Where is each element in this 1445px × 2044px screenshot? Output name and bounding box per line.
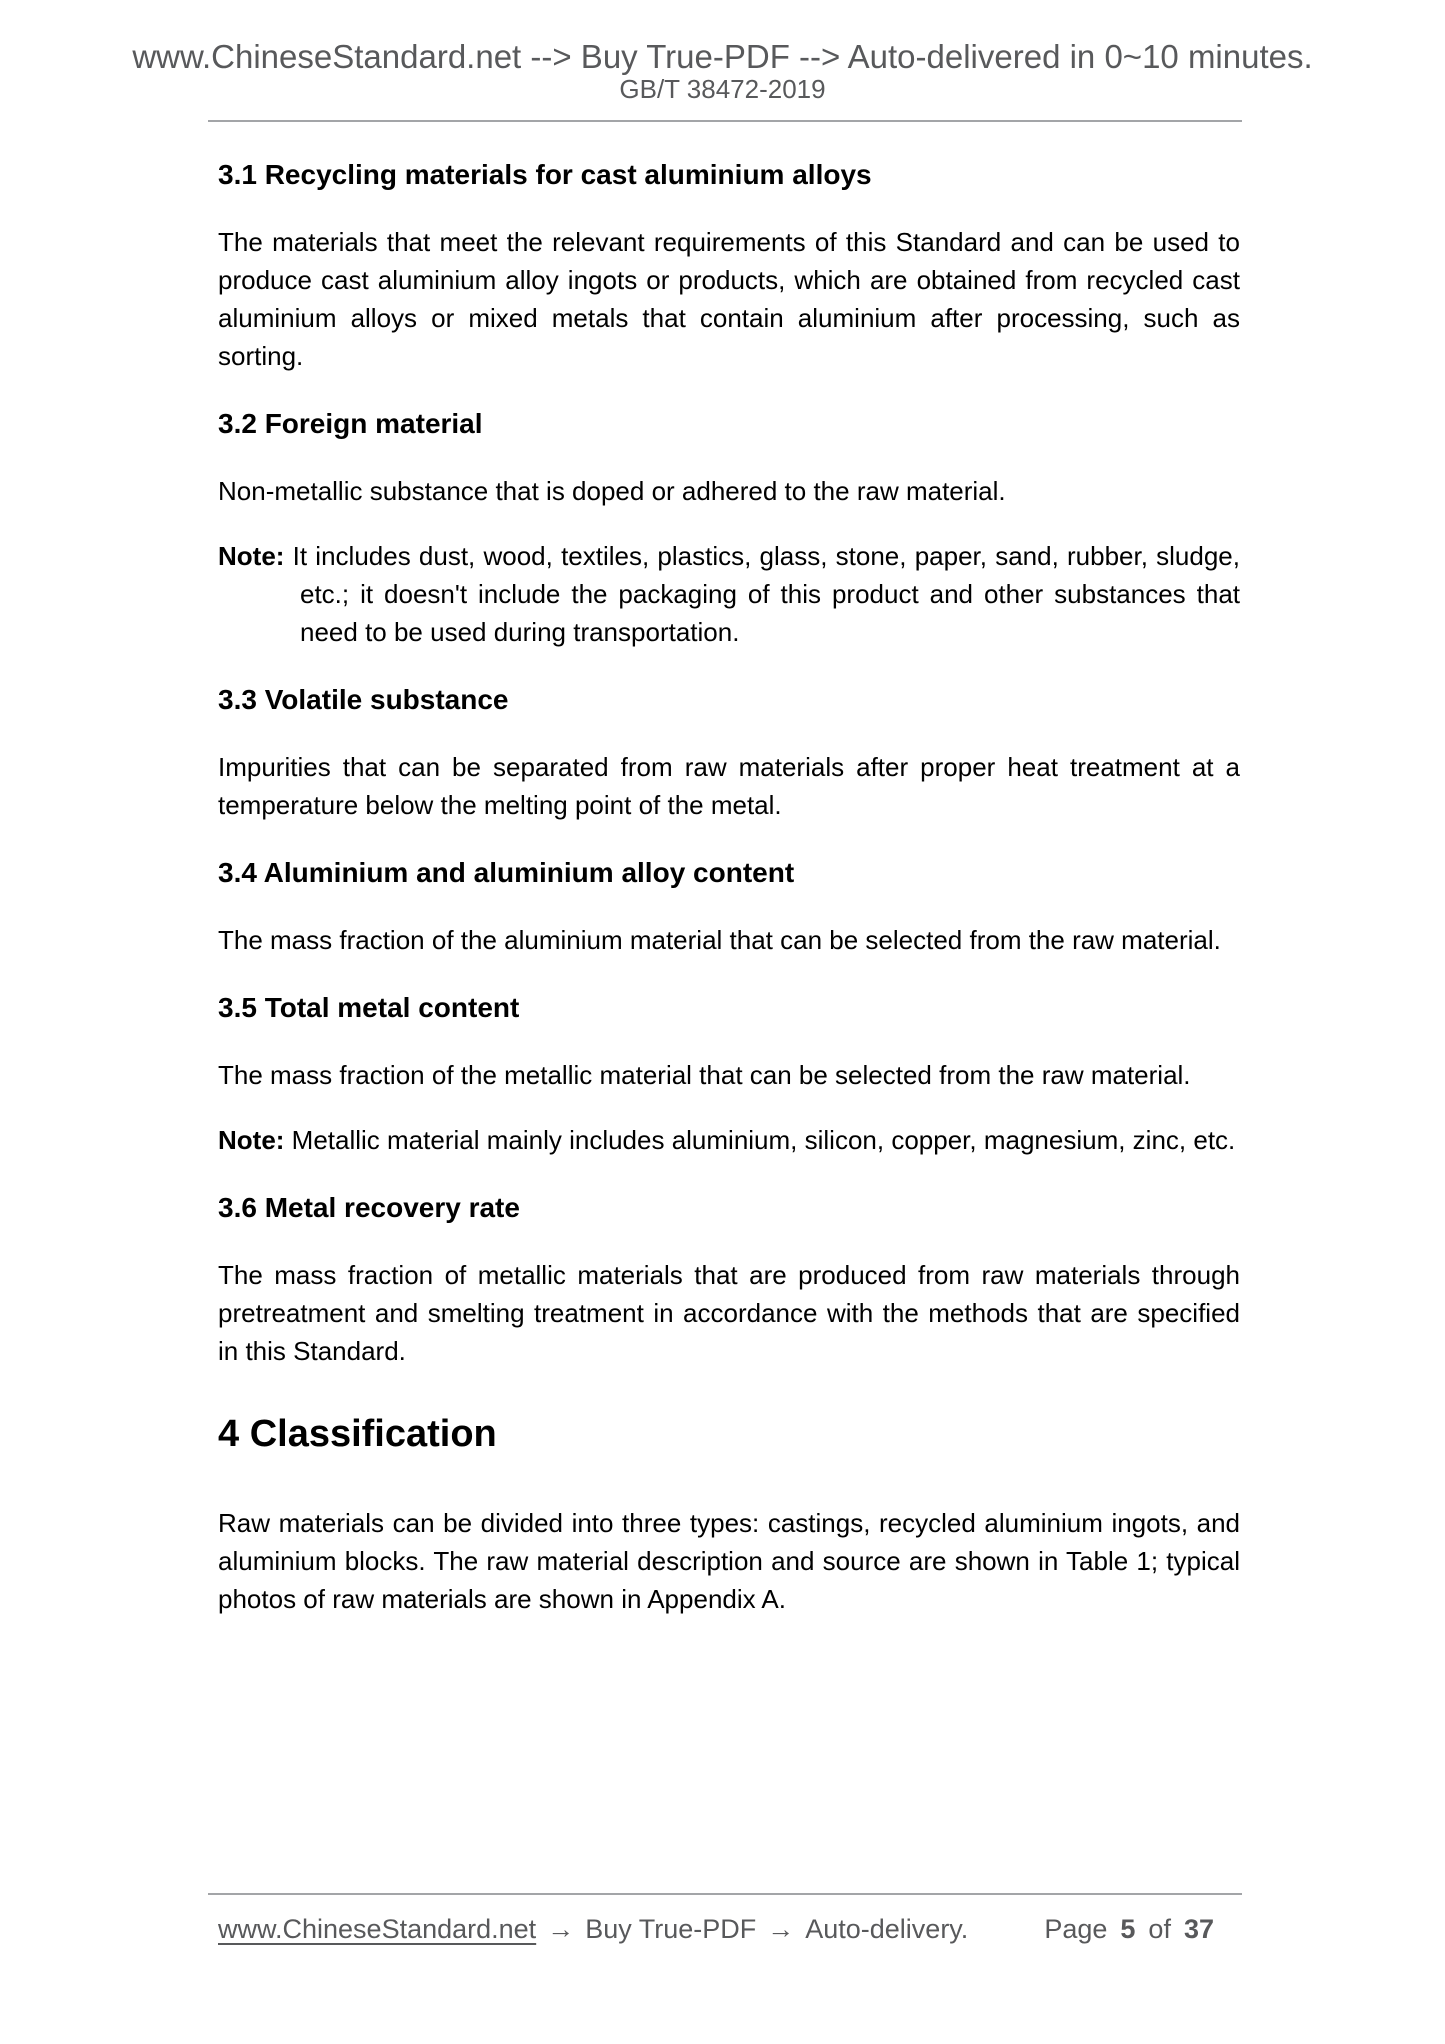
section-3-3-paragraph: Impurities that can be separated from raw materials after proper heat treatment at a temperature below the melting point of the metal. [218,752,1240,820]
of-label: of [1148,1914,1171,1944]
section-3-3-heading: 3.3 Volatile substance [218,684,509,715]
page-indicator [1044,1911,1238,1947]
footer-site-link[interactable]: www.ChineseStandard.net [218,1914,537,1944]
section-3-5-paragraph: The mass fraction of the metallic material that can be selected from the raw material. [218,1060,1191,1090]
section-3-2-paragraph: Non-metallic substance that is doped or adhered to the raw material. [218,476,1006,506]
page-number-total: 37 [1183,1914,1214,1944]
section-3-5-heading: 3.5 Total metal content [218,992,520,1023]
footer-step-delivery: Auto-delivery. [805,1914,969,1944]
footer-divider [208,1893,1242,1895]
note-label: Note: [218,541,285,571]
note-text: Metallic material mainly includes aluminium, silicon, copper, magnesium, zinc, etc. [291,1125,1236,1155]
section-3-4-paragraph: The mass fraction of the aluminium material that can be selected from the raw material. [218,925,1221,955]
section-4-paragraph: Raw materials can be divided into three types: castings, recycled aluminium ingots, and aluminium blocks. The raw material description and source are shown in Table 1; typical photos of raw materials are shown in Appendix A. [218,1508,1240,1614]
header-banner: www.ChineseStandard.net --> Buy True-PDF --> Auto-delivered in 0~10 minutes. [132,38,1313,75]
section-3-2-note [218,537,1240,651]
section-3-1-heading: 3.1 Recycling materials for cast aluminium alloys [218,159,872,190]
note-text: It includes dust, wood, textiles, plastics, glass, stone, paper, sand, rubber, sludge, etc.; it doesn't include the packaging of this product and other substances that need to be used during transportation. [292,541,1240,647]
section-3-5-note [218,1121,1240,1159]
right-arrow-icon: → [547,1914,575,1944]
page-number-current: 5 [1120,1914,1136,1944]
page-footer [218,1911,1238,1947]
footer-breadcrumb [218,1911,968,1947]
document-content [218,0,1240,1618]
note-label: Note: [218,1125,285,1155]
section-3-1-paragraph: The materials that meet the relevant requirements of this Standard and can be used to produce cast aluminium alloy ingots or products, which are obtained from recycled cast aluminium alloys or mixed metals that contain aluminium after processing, such as sorting. [218,227,1240,371]
section-3-4-heading: 3.4 Aluminium and aluminium alloy content [218,857,795,888]
right-arrow-icon: → [767,1914,795,1944]
section-3-6-heading: 3.6 Metal recovery rate [218,1192,520,1223]
footer-step-buy: Buy True-PDF [585,1914,757,1944]
page-label: Page [1044,1914,1108,1944]
header-doc-number: GB/T 38472-2019 [619,74,826,104]
section-3-6-paragraph: The mass fraction of metallic materials that are produced from raw materials through pretreatment and smelting treatment in accordance with the methods that are specified in this Standard. [218,1260,1240,1366]
section-3-2-heading: 3.2 Foreign material [218,408,483,439]
section-4-heading: 4 Classification [218,1413,497,1455]
